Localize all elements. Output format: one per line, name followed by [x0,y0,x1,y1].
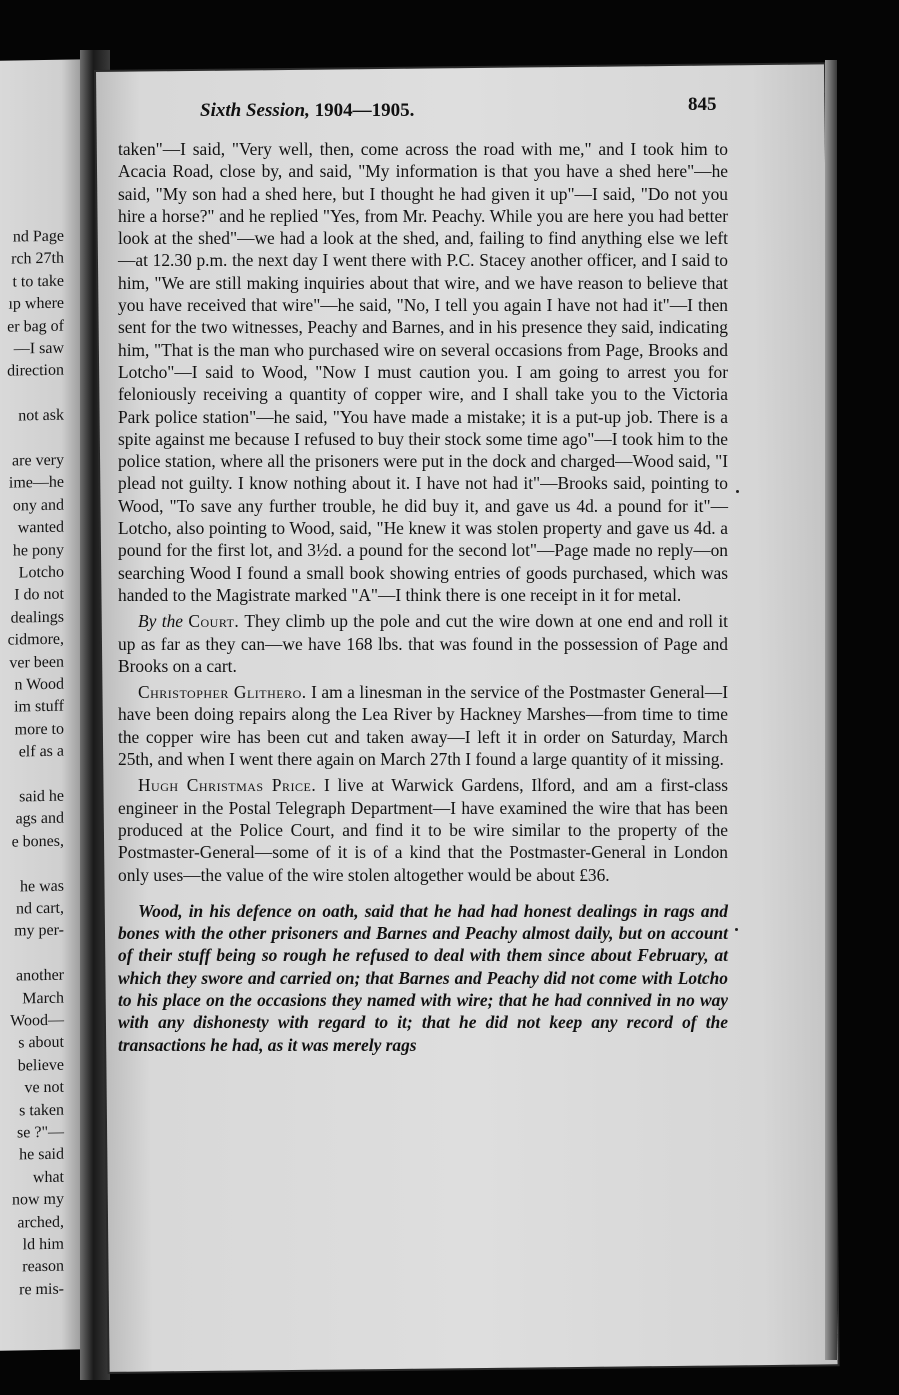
page-number: 845 [688,94,717,115]
left-page-text-fragment: nd Page [12,227,64,246]
margin-mark [735,928,738,931]
left-page-text-fragment: wanted [17,518,64,537]
left-page-text-fragment: ime—he [8,474,64,493]
left-page-text-fragment: ve not [24,1078,64,1097]
left-page-text-fragment: ony and [12,496,64,515]
court-question-paragraph: By the Court. They climb up the pole and cut the wire down at one end and roll it up as far as they can—we have 168 lbs. that was found in the possession of Page and Brooks on a cart. [118,611,728,676]
left-page-text-fragment: March [22,989,64,1007]
left-page-text-fragment: not ask [18,406,64,425]
page-body [118,138,728,1056]
left-facing-page [0,59,88,1351]
left-page-text-fragment: nd cart, [16,899,64,918]
left-page-text-fragment: said he [19,787,64,806]
left-page-text-fragment: reason [22,1258,64,1276]
left-page-text-fragment: dealings [10,608,64,627]
running-title: Sixth Session, 1904—1905. [200,100,415,121]
defence-paragraph: Wood, in his defence on oath, said that he had had honest dealings in rags and bones with the other prisoners and Barnes and Peachy almost daily, but on account of their stuff being so rough he refused to deal with them since about February, at which they swore and carried on; that Barnes and Peachy did not come with Lotcho to his place on the occasions they named with wire; that he had connived in no way with any dishonesty with regard to it; that he did not keep any record of the transactions he had, as it was merely rags [118,900,728,1055]
left-page-text-fragment: what [32,1168,64,1186]
left-page-text-fragment: believe [17,1056,64,1075]
left-page-text-fragment: s taken [19,1101,64,1120]
left-page-text-fragment: Wood— [10,1011,64,1030]
left-page-text-fragment: s about [18,1034,64,1052]
left-page-text-fragment: arched, [17,1213,64,1232]
left-page-text-fragment: another [16,966,64,985]
left-page-text-fragment: are very [12,451,64,470]
left-page-text-fragment: er bag of [7,317,64,336]
left-page-text-fragment: my per- [14,922,64,940]
left-page-text-fragment: I do not [14,586,64,604]
left-page-text-fragment: he was [20,877,64,896]
left-page-text-fragment: re mis- [19,1280,64,1299]
left-page-text-fragment: e bones, [11,832,64,851]
left-page-text-fragment: now my [12,1190,64,1209]
left-page-text-fragment: direction [7,362,64,381]
left-page-text-fragment: t to take [12,272,64,291]
witness-glithero-paragraph: Christopher Glithero. I am a linesman in the service of the Postmaster General—I have been doing repairs along the Lea River by Hackney Marshes—from time to time the copper wire has been cut and taken away—I left it in order on Saturday, March 25th, and when I went there again on March 27th I found a large quantity of it missing. [118,682,728,770]
left-page-text-fragment: cidmore, [7,630,64,649]
page-edge [825,60,837,1360]
left-page-text-fragment: se ?"— [17,1123,64,1142]
left-page-text-fragment: Lotcho [18,563,64,582]
left-page-text-fragment: more to [14,720,64,739]
left-page-text-fragment: n Wood [14,675,64,694]
left-page-text-fragment: ıp where [8,294,64,313]
left-page-text-fragment: elf as a [18,742,64,761]
testimony-paragraph: taken"—I said, "Very well, then, come across the road with me," and I took him to Acacia Road, close by, and said, "My information is that you have a shed here"—he said, "My son had a shed here, but I thought he had given it up"—I said, "Do not you hire a horse?" and he replied "Yes, from Mr. Peachy. While you are here you had better look at the shed"—we had a look at the shed, and, failing to find anything else we left—at 12.30 p.m. the next day I went there with P.C. Stacey another officer, and I said to him, "We are still making inquiries about that wire, and we have reason to believe that you have received that wire"—he said, "No, I tell you again I have not had it"—I then sent for the two witnesses, Peachy and Barnes, and in his presence they said, indicating him, "That is the man who purchased wire on several occasions from Page, Brooks and Lotcho"—I said to Wood, "Now I must caution you. I am going to arrest you for feloniously receiving a quantity of copper wire, and I shall take you to the Victoria Park police station"—he said, "You have made a mistake; it is a put-up job. There is a spite against me because I refused to buy their stock some time ago"—I took him to the police station, where all the prisoners were put in the dock and charged—Wood said, "I plead not guilty. I know nothing about it. I have not had it"—Brooks said, pointing to Wood, "To save any further trouble, he did buy it, and gave us 4d. a pound for it"—Lotcho, also pointing to Wood, said, "He knew it was stolen property and gave us 4d. a pound for the first lot, and 3½d. a pound for the second lot"—Page made no reply—on searching Wood I found a small book showing entries of goods purchased, which was handed to the Magistrate marked "A"—I think there is one receipt in it for metal. [118,139,728,605]
left-page-text-fragment: he said [19,1146,64,1164]
left-page-text-fragment: he pony [12,541,64,560]
left-page-text-fragment: ld him [22,1235,64,1254]
left-page-text-fragment: ver been [9,653,64,672]
left-page-text-fragment: —I saw [13,339,64,358]
margin-mark [736,490,739,493]
left-page-text-fragment: rch 27th [11,250,64,268]
witness-price-paragraph: Hugh Christmas Price. I live at Warwick Gardens, Ilford, and am a first-class engineer in the Postal Telegraph Department—I have examined the wire that has been produced at the Police Court, and find it to be wire similar to the property of the Postmaster-General—some of it is of a kind that the Postmaster-General in London only uses—the value of the wire stolen altogether would be about £36. [118,775,728,885]
left-page-text-fragment: ags and [15,810,64,828]
left-page-text-fragment: im stuff [14,698,64,716]
